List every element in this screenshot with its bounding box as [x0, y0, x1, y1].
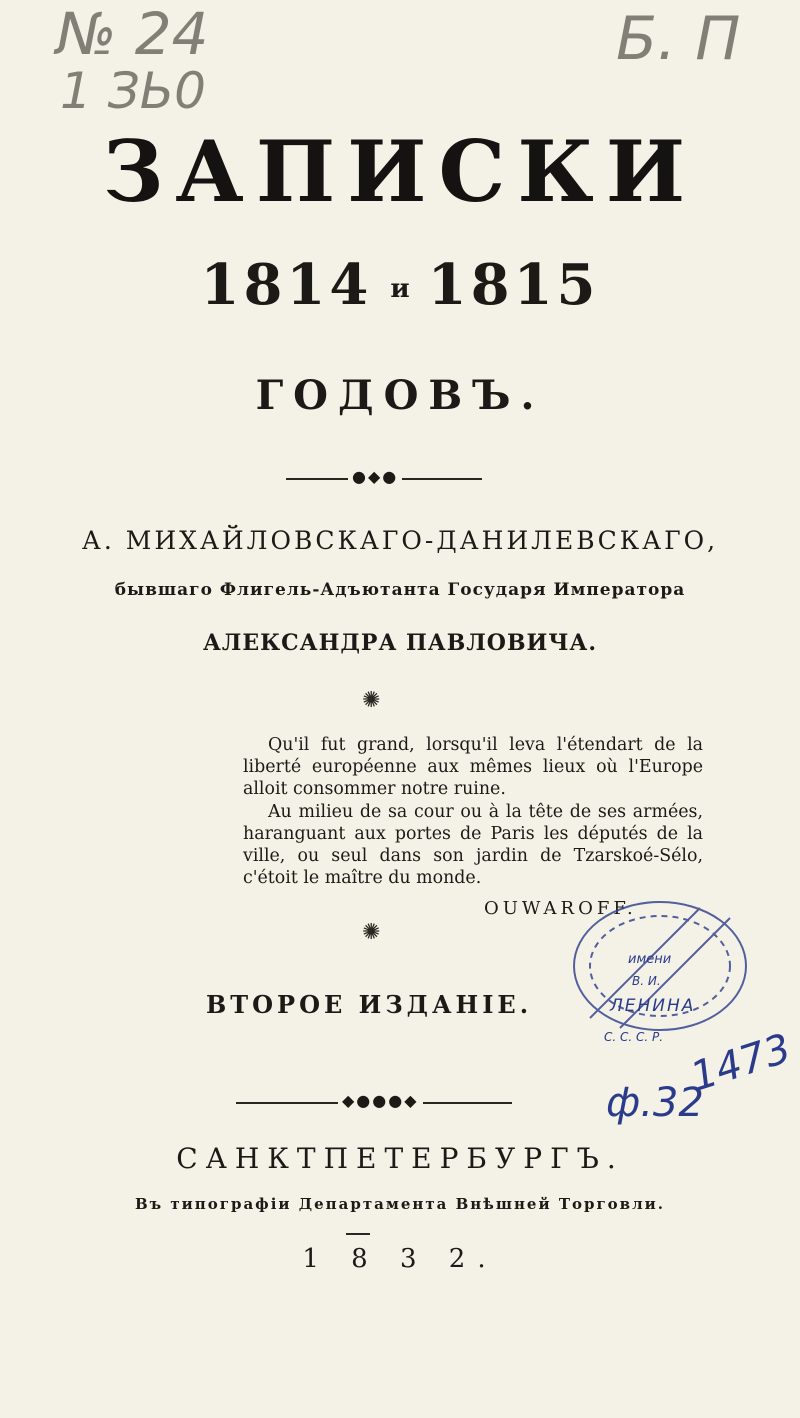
- emperor-line: АЛЕКСАНДРА ПАВЛОВИЧА.: [202, 630, 597, 656]
- years-line: [0, 252, 800, 318]
- flower-ornament-icon: ✺: [362, 688, 381, 713]
- imprint-year: 1 8 3 2.: [302, 1244, 498, 1274]
- stamp-text-2: В. И.: [632, 974, 661, 988]
- handwritten-mark-top-right: Б. П: [616, 4, 741, 74]
- year-1815: 1815: [427, 252, 600, 318]
- epigraph-paragraph-2: Au milieu de sa cour ou à la tête de ses armées, haranguant aux portes de Paris les députés de la ville, ou seul dans son jardin de Tzarskoé-Sélo, c'étoit le maître du monde.: [243, 801, 703, 889]
- imprint-city: САНКТПЕТЕРБУРГЪ.: [176, 1142, 624, 1175]
- epigraph-paragraph-1: Qu'il fut grand, lorsqu'il leva l'étendart de la liberté européenne aux mêmes lieux où l'Europe alloit consommer notre ruine.: [243, 735, 703, 800]
- year-conjunction: и: [390, 274, 410, 305]
- handwritten-mark-top-left: № 24: [56, 0, 209, 68]
- epigraph: [243, 734, 703, 889]
- ornament-rule-top-center: ●◆●: [348, 467, 402, 486]
- library-stamp-icon: [560, 898, 750, 1048]
- imprint-printer: Въ типографіи Департамента Внѣшней Торговли.: [134, 1195, 666, 1213]
- flower-ornament-icon: ✺: [362, 920, 381, 945]
- edition-line: ВТОРОЕ ИЗДАНІЕ.: [206, 990, 533, 1019]
- handwritten-mark-top-left-2: 1 ЗЬ0: [60, 62, 206, 120]
- year-1814: 1814: [200, 252, 373, 318]
- stamp-text-4: С. С. С. Р.: [604, 1030, 664, 1044]
- ornament-rule-bottom-center: ◆●●●◆: [338, 1091, 423, 1110]
- book-title: ЗАПИСКИ: [102, 122, 698, 221]
- handwritten-shelf-mark: ф.32: [606, 1080, 704, 1126]
- handwritten-inventory-number: 1473: [685, 1025, 797, 1101]
- stamp-text-3: ЛЕНИНА: [610, 996, 696, 1016]
- epigraph-attribution: OUWAROFF.: [484, 898, 637, 919]
- author-rank-line: бывшаго Флигель-Адъютанта Государя Императора: [114, 580, 686, 600]
- stamp-text-1: имени: [628, 952, 672, 967]
- years-word: ГОДОВЪ.: [255, 372, 545, 419]
- ornament-dash: [346, 1233, 370, 1235]
- author-line: А. МИХАЙЛОВСКАГО-ДАНИЛЕВСКАГО,: [81, 526, 719, 555]
